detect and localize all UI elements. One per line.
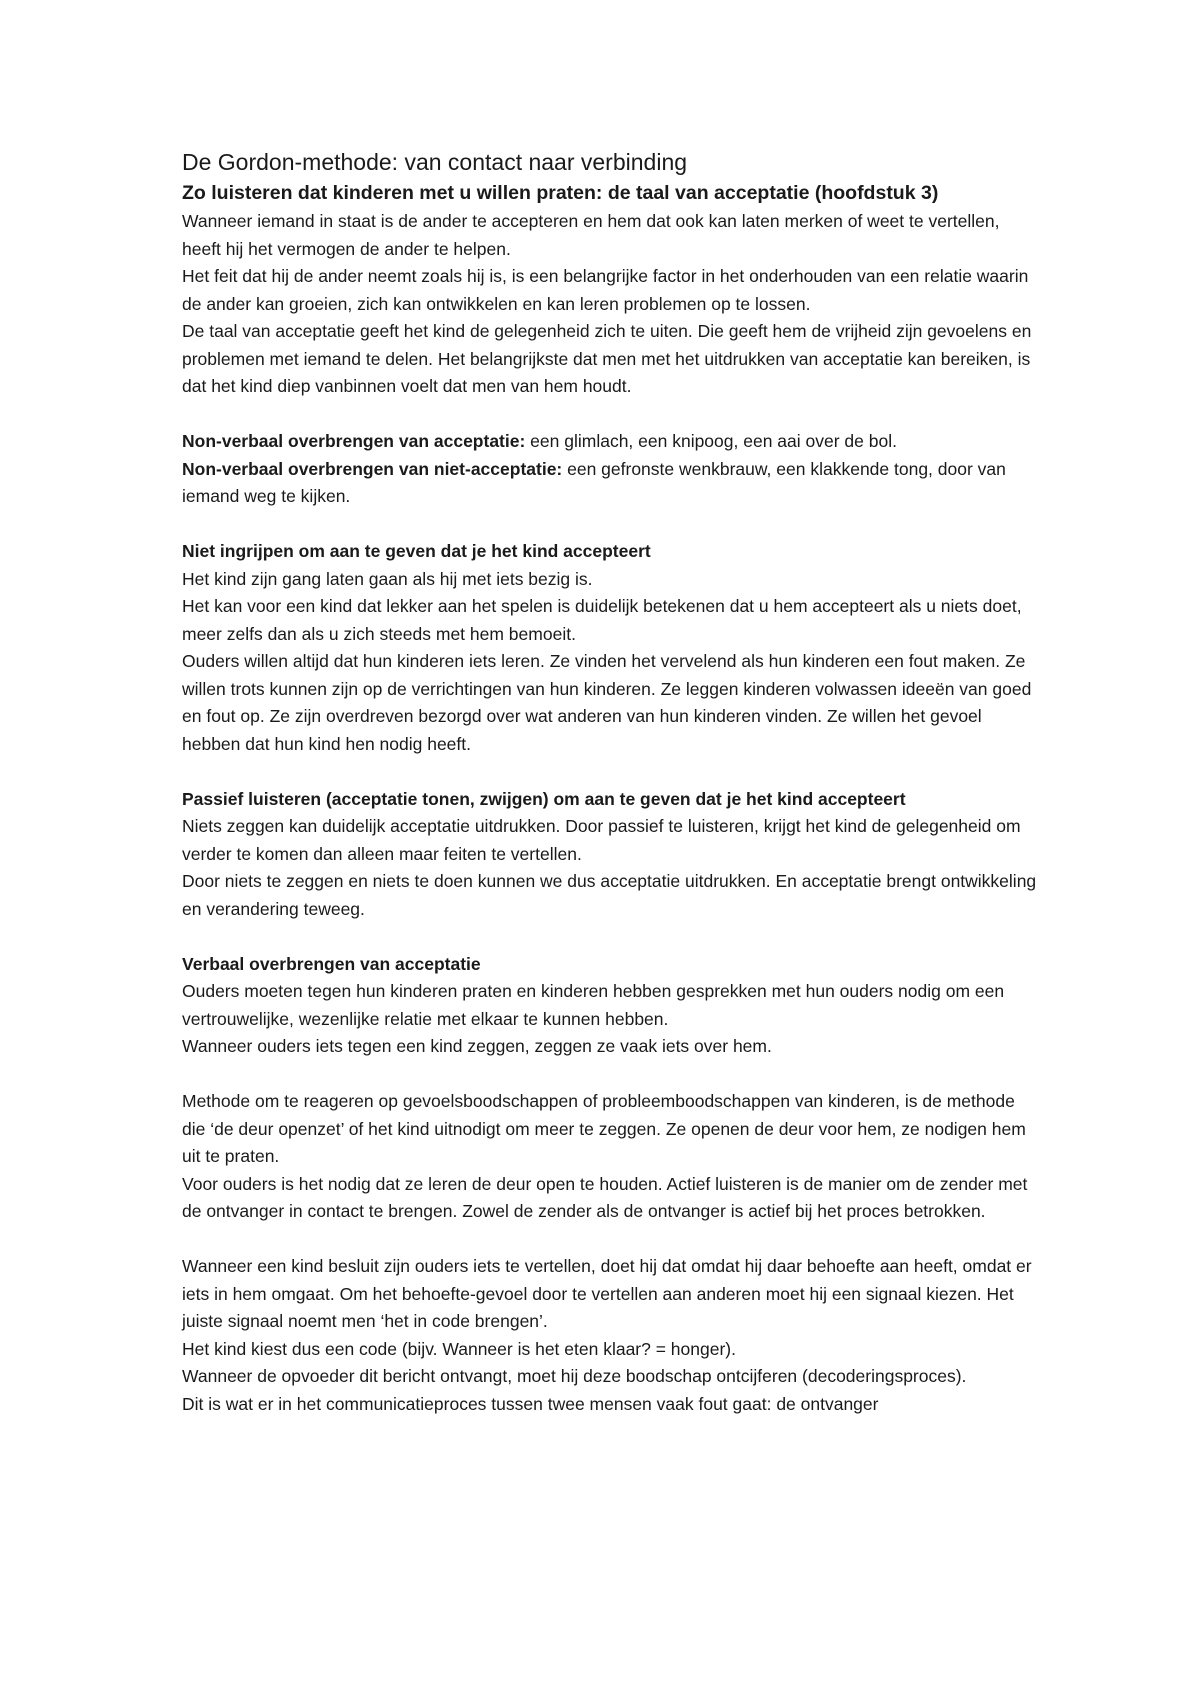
document-subtitle: Zo luisteren dat kinderen met u willen praten: de taal van acceptatie (hoofdstuk 3): [182, 182, 939, 204]
spacer: [182, 758, 1042, 786]
section-heading: Passief luisteren (acceptatie tonen, zwijgen) om aan te geven dat je het kind accepteert: [182, 788, 906, 809]
spacer: [182, 511, 1042, 539]
paragraph: Het kan voor een kind dat lekker aan het spelen is duidelijk betekenen dat u hem accepteert als u niets doet, meer zelfs dan als u zich steeds met hem bemoeit.: [182, 596, 1022, 644]
inline-text: een gefronste wenkbrauw, een klakkende tong, door van iemand weg te kijken.: [182, 458, 1006, 506]
spacer: [182, 401, 1042, 429]
spacer: [182, 1226, 1042, 1254]
section-heading: Niet ingrijpen om aan te geven dat je het kind accepteert: [182, 541, 651, 561]
spacer: [182, 923, 1042, 951]
inline-label: Non-verbaal overbrengen van niet-acceptatie:: [182, 458, 563, 479]
paragraph: Wanneer een kind besluit zijn ouders iets te vertellen, doet hij dat omdat hij daar behoefte aan heeft, omdat er iets in hem omgaat. Om het behoefte-gevoel door te vertellen aan anderen moet hij een signaal kiezen. Het juiste signaal noemt men ‘het in code brengen’.: [182, 1256, 1032, 1331]
paragraph-nonverbal-nonacceptance: [182, 456, 1042, 511]
inline-label: Non-verbaal overbrengen van acceptatie:: [182, 431, 526, 451]
paragraph: De taal van acceptatie geeft het kind de gelegenheid zich te uiten. Die geeft hem de vrijheid zijn gevoelens en problemen met iemand te delen. Het belangrijkste dat men met het uitdrukken van acceptatie kan bereiken, is dat het kind diep vanbinnen voelt dat men van hem houdt.: [182, 321, 1032, 396]
paragraph: Wanneer iemand in staat is de ander te accepteren en hem dat ook kan laten merken of weet te vertellen, heeft hij het vermogen de ander te helpen.: [182, 211, 1000, 259]
section-heading: Verbaal overbrengen van acceptatie: [182, 953, 481, 974]
document-title: De Gordon-methode: van contact naar verbinding: [182, 149, 688, 175]
paragraph: Het kind kiest dus een code (bijv. Wanneer is het eten klaar? = honger).: [182, 1338, 736, 1359]
paragraph: Het feit dat hij de ander neemt zoals hij is, is een belangrijke factor in het onderhouden van een relatie waarin de ander kan groeien, zich kan ontwikkelen en kan leren problemen op te lossen.: [182, 266, 1029, 314]
paragraph: Ouders moeten tegen hun kinderen praten en kinderen hebben gesprekken met hun ouders nodig om een vertrouwelijke, wezenlijke relatie met elkaar te kunnen hebben.: [182, 981, 1005, 1029]
document-page: [182, 146, 1042, 1418]
paragraph: Wanneer de opvoeder dit bericht ontvangt, moet hij deze boodschap ontcijferen (decoderingsproces).: [182, 1366, 967, 1386]
paragraph: Door niets te zeggen en niets te doen kunnen we dus acceptatie uitdrukken. En acceptatie brengt ontwikkeling en verandering teweeg.: [182, 871, 1037, 919]
inline-text: een glimlach, een knipoog, een aai over de bol.: [525, 431, 897, 451]
paragraph: Voor ouders is het nodig dat ze leren de deur open te houden. Actief luisteren is de manier om de zender met de ontvanger in contact te brengen. Zowel de zender als de ontvanger is actief bij het proces betrokken.: [182, 1173, 1028, 1221]
paragraph-nonverbal-acceptance: [182, 428, 1042, 456]
paragraph: Wanneer ouders iets tegen een kind zeggen, zeggen ze vaak iets over hem.: [182, 1036, 772, 1056]
paragraph: Niets zeggen kan duidelijk acceptatie uitdrukken. Door passief te luisteren, krijgt het kind de gelegenheid om verder te komen dan alleen maar feiten te vertellen.: [182, 816, 1021, 864]
paragraph: Ouders willen altijd dat hun kinderen iets leren. Ze vinden het vervelend als hun kinderen een fout maken. Ze willen trots kunnen zijn op de verrichtingen van hun kinderen. Ze leggen kinderen volwassen ideeën van goed en fout op. Ze zijn overdreven bezorgd over wat anderen van hun kinderen vinden. Ze willen het gevoel hebben dat hun kind hen nodig heeft.: [182, 651, 1032, 754]
paragraph: Het kind zijn gang laten gaan als hij met iets bezig is.: [182, 568, 593, 589]
paragraph: Dit is wat er in het communicatieproces tussen twee mensen vaak fout gaat: de ontvanger: [182, 1393, 879, 1414]
spacer: [182, 1061, 1042, 1089]
paragraph: Methode om te reageren op gevoelsboodschappen of probleemboodschappen van kinderen, is de methode die ‘de deur openzet’ of het kind uitnodigt om meer te zeggen. Ze openen de deur voor hem, ze nodigen hem uit te praten.: [182, 1091, 1026, 1166]
